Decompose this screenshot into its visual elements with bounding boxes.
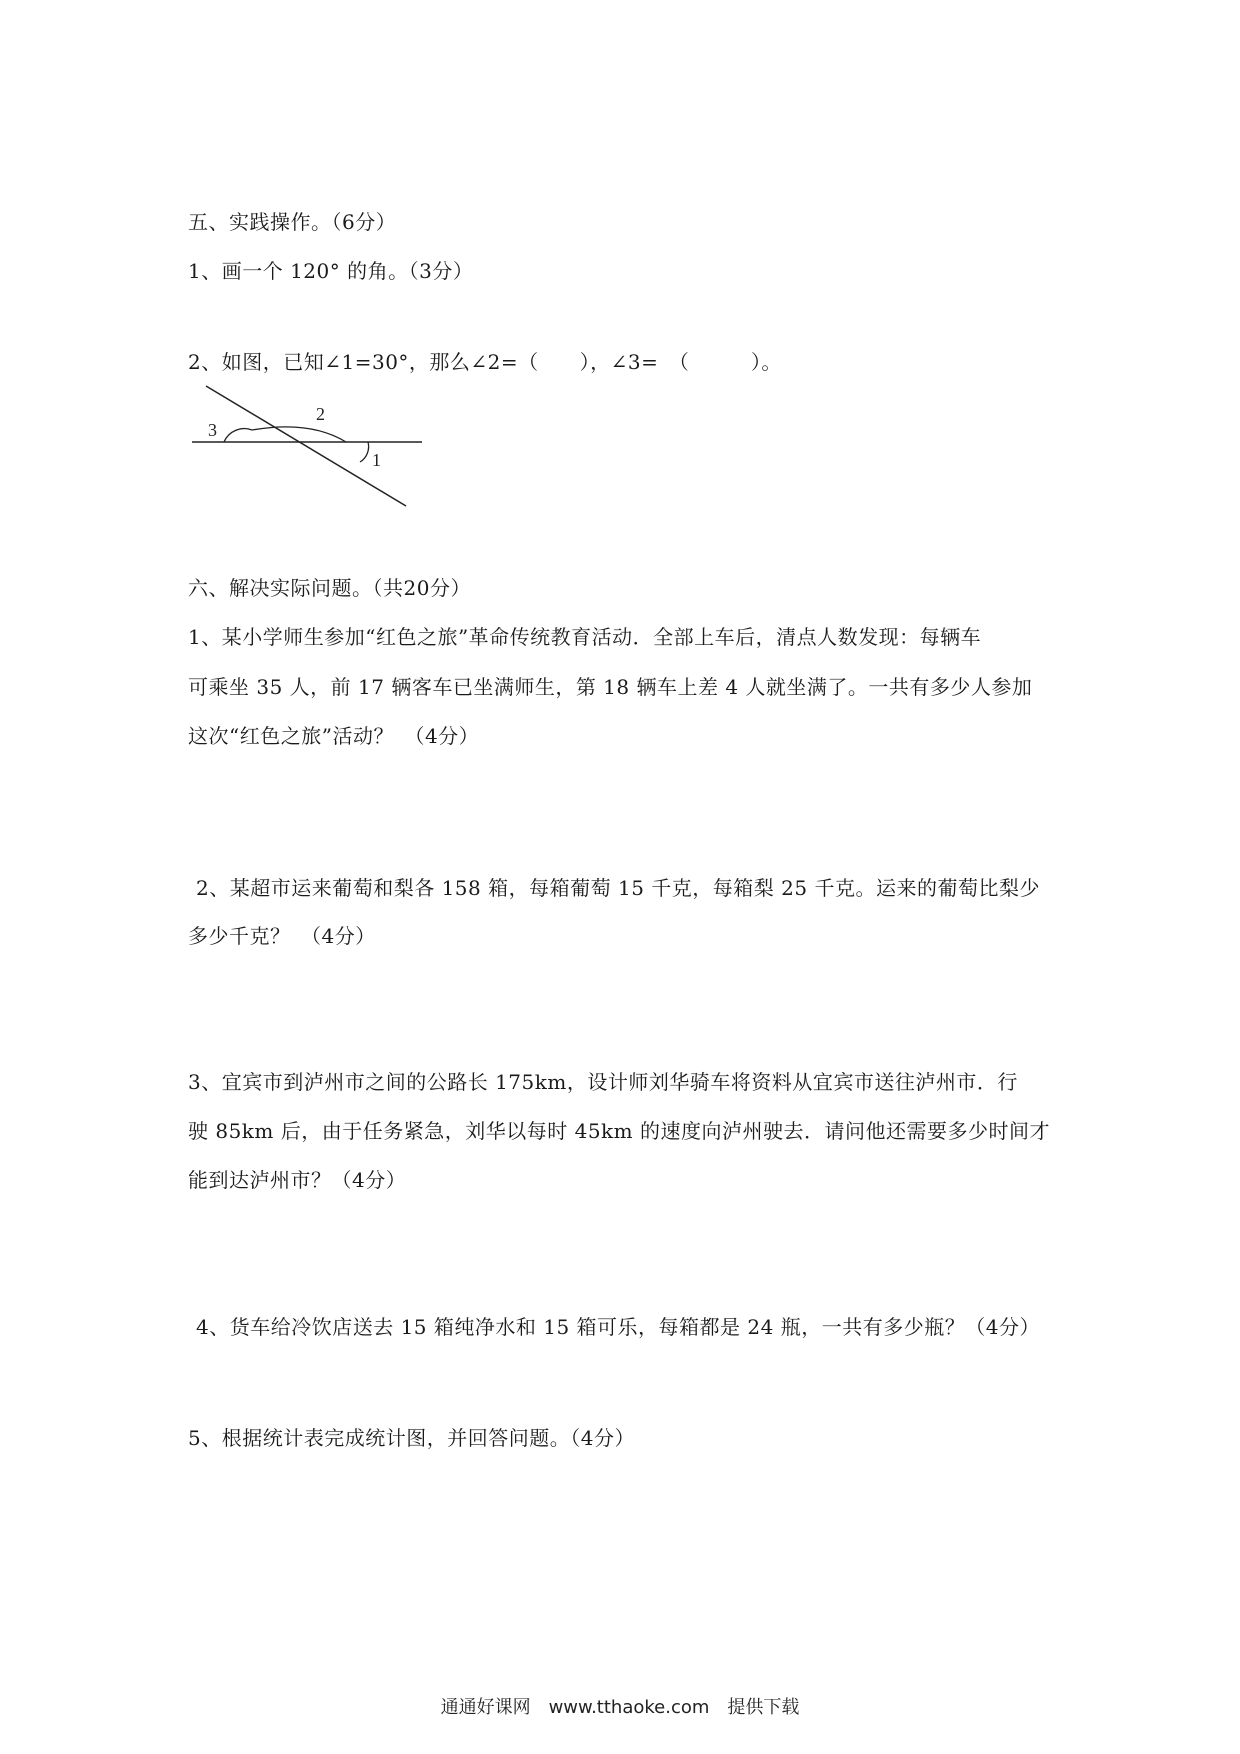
transversal-line — [206, 386, 406, 506]
section6-q3-line1: 3、宜宾市到泸州市之间的公路长 175km，设计师刘华骑车将资料从宜宾市送往泸州市．行 — [188, 1070, 1018, 1094]
angle-2-label: 2 — [316, 404, 325, 424]
angle-3-label: 3 — [208, 420, 217, 440]
section6-question-5: 5、根据统计表完成统计图，并回答问题。（4分） — [188, 1426, 635, 1450]
section5-question-2: 2、如图，已知∠1=30°，那么∠2=（ ），∠3= （ ）。 — [188, 350, 782, 374]
angle-1-arc — [360, 442, 369, 462]
section6-q1-line1: 1、某小学师生参加“红色之旅”革命传统教育活动．全部上车后，清点人数发现：每辆车 — [188, 625, 982, 649]
angle-figure — [190, 384, 430, 510]
section6-q3-line3: 能到达泸州市？（4分） — [188, 1168, 407, 1192]
section6-heading: 六、解决实际问题。（共20分） — [188, 576, 471, 600]
page-footer: 通通好课网 www.tthaoke.com 提供下载 — [440, 1697, 800, 1718]
section6-question-4: 4、货车给冷饮店送去 15 箱纯净水和 15 箱可乐，每箱都是 24 瓶，一共有多少瓶？（4分） — [196, 1315, 1040, 1339]
section5-heading: 五、实践操作。（6分） — [188, 210, 397, 234]
angle-1-label: 1 — [372, 450, 381, 470]
angle-figure-svg — [190, 384, 430, 510]
angle-2-arc — [252, 427, 346, 442]
section6-q3-line2: 驶 85km 后，由于任务紧急，刘华以每时 45km 的速度向泸州驶去．请问他还需要多少时间才 — [188, 1119, 1050, 1143]
section6-q1-line2: 可乘坐 35 人，前 17 辆客车已坐满师生，第 18 辆车上差 4 人就坐满了。一共有多少人参加 — [188, 675, 1033, 699]
section6-q2-line2: 多少千克？ （4分） — [188, 924, 376, 948]
section5-question-1: 1、画一个 120° 的角。（3分） — [188, 259, 474, 283]
angle-3-arc — [224, 429, 252, 442]
section6-q1-line3: 这次“红色之旅”活动？ （4分） — [188, 724, 480, 748]
section6-q2-line1: 2、某超市运来葡萄和梨各 158 箱，每箱葡萄 15 千克，每箱梨 25 千克。运来的葡萄比梨少 — [196, 876, 1040, 900]
